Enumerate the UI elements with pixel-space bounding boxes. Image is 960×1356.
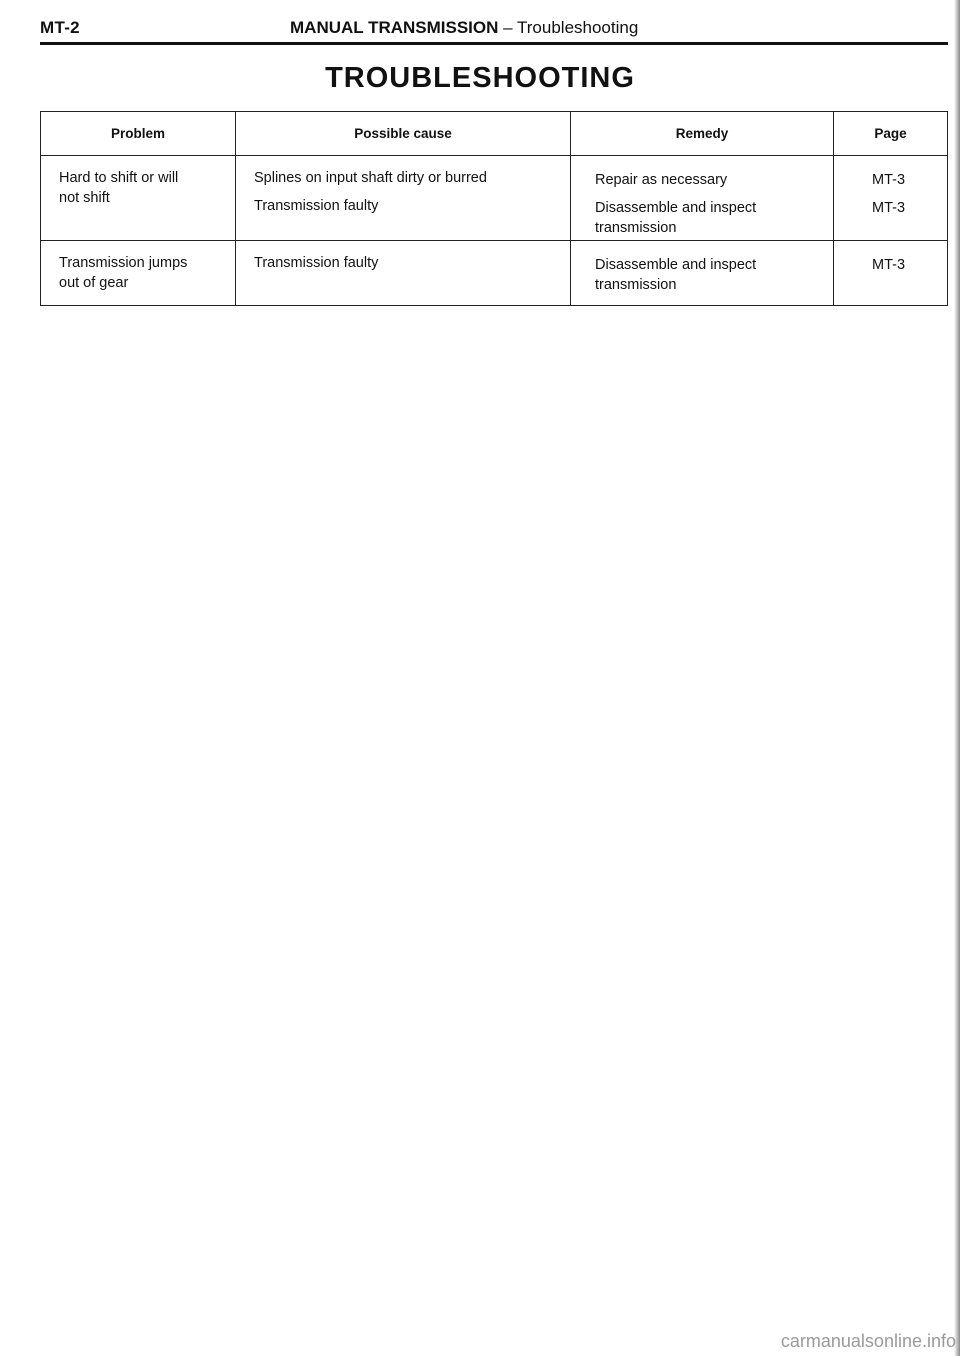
document-title: TROUBLESHOOTING [325,62,635,94]
page-ref: MT-3 [872,257,906,273]
column-header-remedy: Remedy [571,112,834,156]
problem-cell [41,156,236,241]
page-number: MT-2 [40,18,80,37]
column-header-problem: Problem [41,112,236,156]
section-title [290,18,638,38]
cause-text: Splines on input shaft dirty or burred [254,170,487,186]
remedy-cell [571,156,834,241]
remedy-text: transmission [595,277,677,293]
problem-text: Hard to shift or will [59,170,179,186]
remedy-text: Disassemble and inspect [595,257,757,273]
page-cell [834,241,948,306]
scan-edge [954,0,960,1356]
remedy-text: Repair as necessary [595,172,728,188]
page-ref: MT-3 [872,200,906,216]
section-title-sub: – Troubleshooting [498,18,639,37]
table-row [41,241,948,306]
cause-text: Transmission faulty [254,255,379,271]
problem-cell [41,241,236,306]
page-cell [834,156,948,241]
watermark: carmanualsonline.info [780,1331,956,1351]
column-header-possible-cause: Possible cause [236,112,571,156]
section-title-main: MANUAL TRANSMISSION [290,18,499,37]
problem-text: not shift [59,190,110,206]
page-ref: MT-3 [872,172,906,188]
problem-text: out of gear [59,275,129,291]
problem-text: Transmission jumps [59,255,188,271]
cause-cell [236,241,571,306]
remedy-text: transmission [595,220,677,236]
column-header-page: Page [834,112,948,156]
troubleshooting-table [40,111,948,306]
table-header-row [41,112,948,156]
remedy-text: Disassemble and inspect [595,200,757,216]
table-row [41,156,948,241]
cause-text: Transmission faulty [254,198,379,214]
remedy-cell [571,241,834,306]
page-header [40,14,948,45]
cause-cell [236,156,571,241]
